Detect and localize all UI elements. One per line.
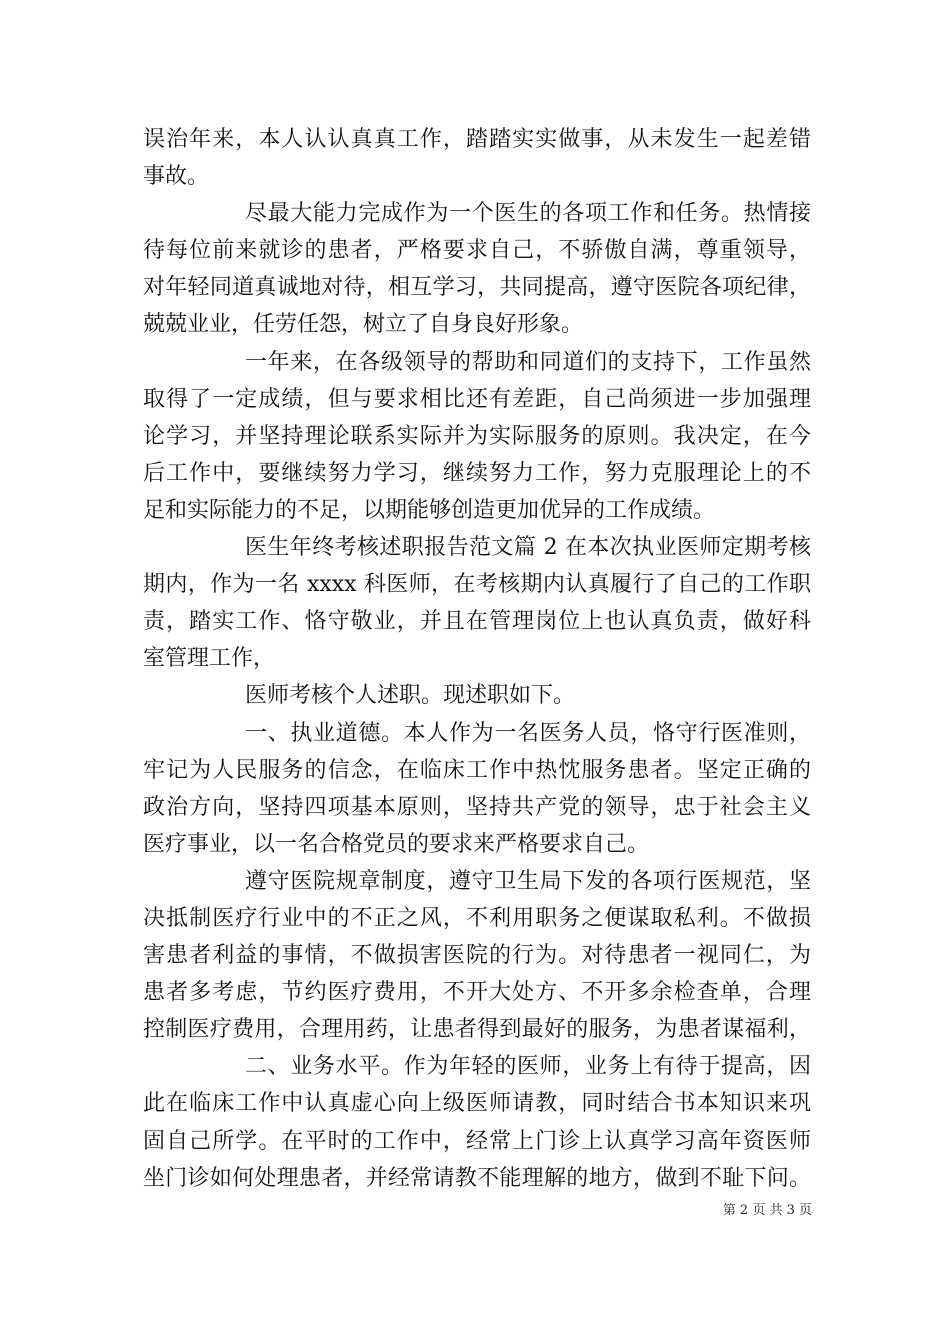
text-line: 政治方向，坚持四项基本原则，坚持共产党的领导，忠于社会主义: [143, 794, 811, 820]
text-line: 室管理工作，: [143, 646, 276, 672]
text-line: 尽最大能力完成作为一个医生的各项工作和任务。热情接: [245, 201, 811, 227]
text-line: 决抵制医疗行业中的不正之风，不利用职务之便谋取私利。不做损: [143, 905, 811, 931]
text-line: 事故。: [143, 164, 210, 190]
text-line: 牢记为人民服务的信念，在临床工作中热忱服务患者。坚定正确的: [143, 757, 811, 783]
text-line: 医师考核个人述职。现述职如下。: [245, 683, 576, 709]
text-line: 一年来，在各级领导的帮助和同道们的支持下，工作虽然: [245, 349, 811, 375]
text-line: 兢兢业业，任劳任怨，树立了自身良好形象。: [143, 312, 584, 338]
text-line: 遵守医院规章制度，遵守卫生局下发的各项行医规范，坚: [245, 868, 811, 894]
text-line: 害患者利益的事情，不做损害医院的行为。对待患者一视同仁，为: [143, 943, 811, 969]
text-line: 足和实际能力的不足，以期能够创造更加优异的工作成绩。: [143, 497, 716, 523]
text-line: 一、执业道德。本人作为一名医务人员，恪守行医准则，: [245, 720, 811, 746]
text-line: 误治年来，本人认认真真工作，踏踏实实做事，从未发生一起差错: [143, 127, 811, 152]
text-line: 固自己所学。在平时的工作中，经常上门诊上认真学习高年资医师: [143, 1128, 811, 1154]
text-line: 取得了一定成绩，但与要求相比还有差距，自己尚须进一步加强理: [143, 386, 811, 412]
text-line: 患者多考虑，节约医疗费用，不开大处方、不开多余检查单，合理: [143, 980, 811, 1006]
text-line: 医疗事业，以一名合格党员的要求来严格要求自己。: [143, 831, 650, 857]
document-body: [143, 121, 811, 1197]
text-line: 后工作中，要继续努力学习，继续努力工作，努力克服理论上的不: [143, 460, 811, 486]
text-line: 坐门诊如何处理患者，并经常请教不能理解的地方，做到不耻下问。: [143, 1165, 811, 1191]
text-line: 此在临床工作中认真虚心向上级医师请教，同时结合书本知识来巩: [143, 1091, 811, 1117]
text-line: 期内，作为一名 xxxx 科医师，在考核期内认真履行了自己的工作职: [143, 572, 811, 598]
text-line: 待每位前来就诊的患者，严格要求自己，不骄傲自满，尊重领导，: [143, 238, 811, 264]
text-line: 控制医疗费用，合理用药，让患者得到最好的服务，为患者谋福利，: [143, 1017, 811, 1043]
page-number: 第 2 页 共 3 页: [722, 1203, 812, 1218]
text-line: 对年轻同道真诚地对待，相互学习，共同提高，遵守医院各项纪律，: [143, 275, 811, 301]
text-line: 医生年终考核述职报告范文篇 2 在本次执业医师定期考核: [245, 535, 811, 561]
text-line: 论学习，并坚持理论联系实际并为实际服务的原则。我决定，在今: [143, 423, 811, 449]
text-line: 责，踏实工作、恪守敬业，并且在管理岗位上也认真负责，做好科: [143, 609, 811, 635]
text-line: 二、业务水平。作为年轻的医师，业务上有待于提高，因: [245, 1054, 811, 1080]
